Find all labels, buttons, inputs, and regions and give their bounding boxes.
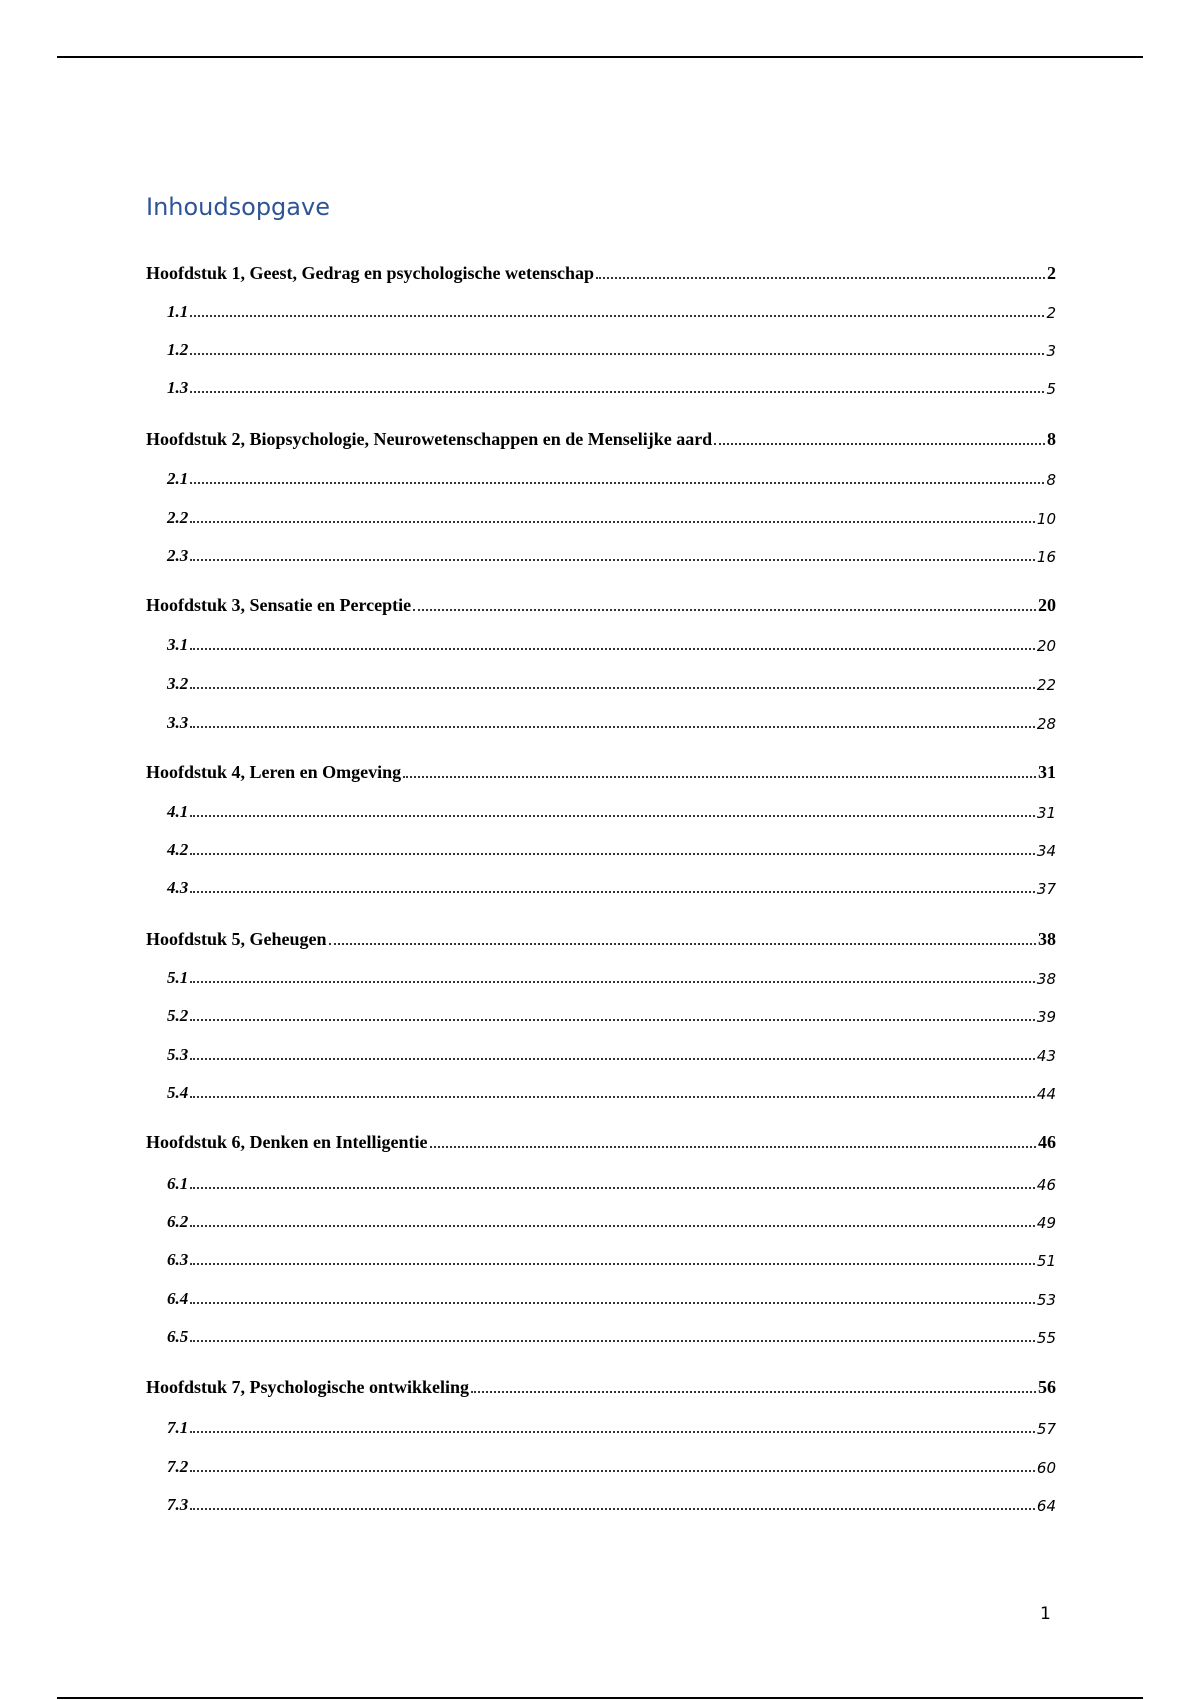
toc-section-2-3[interactable] — [146, 540, 1056, 566]
footer-rule — [57, 1697, 1143, 1699]
toc-page-number: 16 — [1036, 548, 1056, 566]
toc-page-number: 2 — [1046, 304, 1056, 322]
toc-chapter-4[interactable] — [146, 757, 1056, 783]
toc-section-label: 6.1 — [167, 1174, 189, 1193]
toc-section-label: 2.1 — [167, 469, 189, 488]
toc-section-1-3[interactable] — [146, 372, 1056, 398]
dot-leader — [190, 1019, 1035, 1021]
dot-leader — [190, 1302, 1035, 1304]
toc-chapter-label: Hoofdstuk 5, Geheugen — [146, 929, 327, 949]
toc-section-label: 6.5 — [167, 1327, 189, 1346]
toc-section-label: 5.4 — [167, 1083, 189, 1102]
toc-page-number: 8 — [1046, 471, 1056, 489]
toc-chapter-5[interactable] — [146, 924, 1056, 950]
dot-leader — [190, 815, 1035, 817]
toc-title: Inhoudsopgave — [146, 193, 330, 221]
toc-chapter-7[interactable] — [146, 1372, 1056, 1398]
toc-section-label: 6.2 — [167, 1212, 189, 1231]
toc-section-label: 7.1 — [167, 1418, 189, 1437]
toc-page-number: 31 — [1038, 762, 1056, 782]
toc-chapter-label: Hoofdstuk 3, Sensatie en Perceptie — [146, 595, 412, 615]
dot-leader — [190, 559, 1035, 561]
dot-leader — [190, 315, 1044, 317]
toc-page-number: 49 — [1036, 1214, 1056, 1232]
dot-leader — [190, 1225, 1035, 1227]
toc-page-number: 43 — [1036, 1047, 1056, 1065]
toc-chapter-label: Hoofdstuk 7, Psychologische ontwikkeling — [146, 1377, 470, 1397]
toc-page-number: 5 — [1046, 380, 1056, 398]
toc-page-number: 20 — [1038, 595, 1056, 615]
toc-section-6-2[interactable] — [146, 1206, 1056, 1232]
toc-page-number: 46 — [1038, 1132, 1056, 1152]
toc-section-label: 4.3 — [167, 878, 189, 897]
dot-leader — [190, 1187, 1035, 1189]
dot-leader — [190, 353, 1044, 355]
toc-page-number: 3 — [1046, 342, 1056, 360]
toc-chapter-label: Hoofdstuk 6, Denken en Intelligentie — [146, 1132, 428, 1152]
dot-leader — [430, 1146, 1036, 1148]
dot-leader — [190, 1470, 1035, 1472]
toc-page-number: 2 — [1047, 263, 1056, 283]
toc-section-label: 4.1 — [167, 802, 189, 821]
footer-page-number: 1 — [1040, 1604, 1051, 1624]
toc-section-7-3[interactable] — [146, 1489, 1056, 1515]
dot-leader — [190, 1340, 1035, 1342]
dot-leader — [190, 981, 1035, 983]
toc-section-label: 3.1 — [167, 635, 189, 654]
toc-page-number: 39 — [1036, 1008, 1056, 1026]
toc-page-number: 51 — [1036, 1252, 1056, 1270]
toc-section-2-2[interactable] — [146, 502, 1056, 528]
toc-section-label: 3.3 — [167, 713, 189, 732]
toc-section-4-3[interactable] — [146, 872, 1056, 898]
dot-leader — [190, 1431, 1035, 1433]
dot-leader — [190, 726, 1035, 728]
toc-page-number: 57 — [1036, 1420, 1056, 1438]
dot-leader — [190, 687, 1035, 689]
dot-leader — [190, 1096, 1035, 1098]
toc-page-number: 60 — [1036, 1459, 1056, 1477]
header-rule — [57, 56, 1143, 58]
toc-page-number: 20 — [1036, 637, 1056, 655]
toc-page-number: 10 — [1036, 510, 1056, 528]
dot-leader — [403, 776, 1036, 778]
toc-page-number: 44 — [1036, 1085, 1056, 1103]
toc-section-label: 5.2 — [167, 1006, 189, 1025]
dot-leader — [596, 277, 1045, 279]
dot-leader — [190, 1058, 1035, 1060]
toc-page-number: 38 — [1036, 970, 1056, 988]
toc-section-2-1[interactable] — [146, 463, 1056, 489]
toc-chapter-label: Hoofdstuk 4, Leren en Omgeving — [146, 762, 402, 782]
toc-section-label: 6.4 — [167, 1289, 189, 1308]
toc-chapter-2[interactable] — [146, 424, 1056, 450]
toc-chapter-label: Hoofdstuk 2, Biopsychologie, Neurowetenschappen en de Menselijke aard — [146, 429, 713, 449]
toc-section-label: 1.3 — [167, 378, 189, 397]
toc-section-label: 5.3 — [167, 1045, 189, 1064]
toc-section-label: 5.1 — [167, 968, 189, 987]
toc-page-number: 37 — [1036, 880, 1056, 898]
toc-section-6-1[interactable] — [146, 1168, 1056, 1194]
toc-section-label: 2.3 — [167, 546, 189, 565]
toc-section-6-4[interactable] — [146, 1283, 1056, 1309]
toc-page-number: 55 — [1036, 1329, 1056, 1347]
dot-leader — [190, 482, 1044, 484]
toc-section-7-1[interactable] — [146, 1412, 1056, 1438]
toc-chapter-1[interactable] — [146, 258, 1056, 284]
toc-section-label: 3.2 — [167, 674, 189, 693]
dot-leader — [190, 1508, 1035, 1510]
toc-section-5-1[interactable] — [146, 962, 1056, 988]
toc-section-label: 4.2 — [167, 840, 189, 859]
toc-section-3-3[interactable] — [146, 707, 1056, 733]
dot-leader — [190, 1263, 1035, 1265]
toc-page-number: 53 — [1036, 1291, 1056, 1309]
toc-section-label: 7.3 — [167, 1495, 189, 1514]
toc-page-number: 64 — [1036, 1497, 1056, 1515]
dot-leader — [190, 521, 1035, 523]
toc-section-6-5[interactable] — [146, 1321, 1056, 1347]
dot-leader — [329, 943, 1036, 945]
dot-leader — [413, 609, 1036, 611]
toc-section-label: 1.1 — [167, 302, 189, 321]
dot-leader — [190, 391, 1044, 393]
toc-section-3-2[interactable] — [146, 668, 1056, 694]
toc-section-3-1[interactable] — [146, 629, 1056, 655]
toc-section-label: 2.2 — [167, 508, 189, 527]
dot-leader — [190, 648, 1035, 650]
toc-section-5-4[interactable] — [146, 1077, 1056, 1103]
toc-page-number: 38 — [1038, 929, 1056, 949]
toc-chapter-label: Hoofdstuk 1, Geest, Gedrag en psychologische wetenschap — [146, 263, 595, 283]
toc-chapter-3[interactable] — [146, 590, 1056, 616]
toc-page-number: 56 — [1038, 1377, 1056, 1397]
toc-page-number: 8 — [1047, 429, 1056, 449]
toc-section-1-2[interactable] — [146, 334, 1056, 360]
toc-page-number: 31 — [1036, 804, 1056, 822]
toc-section-5-2[interactable] — [146, 1000, 1056, 1026]
toc-chapter-6[interactable] — [146, 1127, 1056, 1153]
toc-section-6-3[interactable] — [146, 1244, 1056, 1270]
toc-page-number: 28 — [1036, 715, 1056, 733]
toc-section-4-2[interactable] — [146, 834, 1056, 860]
toc-section-1-1[interactable] — [146, 296, 1056, 322]
dot-leader — [714, 443, 1045, 445]
toc-section-label: 7.2 — [167, 1457, 189, 1476]
toc-section-label: 6.3 — [167, 1250, 189, 1269]
toc-section-4-1[interactable] — [146, 796, 1056, 822]
toc-section-label: 1.2 — [167, 340, 189, 359]
toc-section-7-2[interactable] — [146, 1451, 1056, 1477]
toc-page-number: 34 — [1036, 842, 1056, 860]
dot-leader — [190, 853, 1035, 855]
dot-leader — [190, 891, 1035, 893]
toc-page-number: 46 — [1036, 1176, 1056, 1194]
toc-page-number: 22 — [1036, 676, 1056, 694]
dot-leader — [471, 1391, 1036, 1393]
toc-section-5-3[interactable] — [146, 1039, 1056, 1065]
